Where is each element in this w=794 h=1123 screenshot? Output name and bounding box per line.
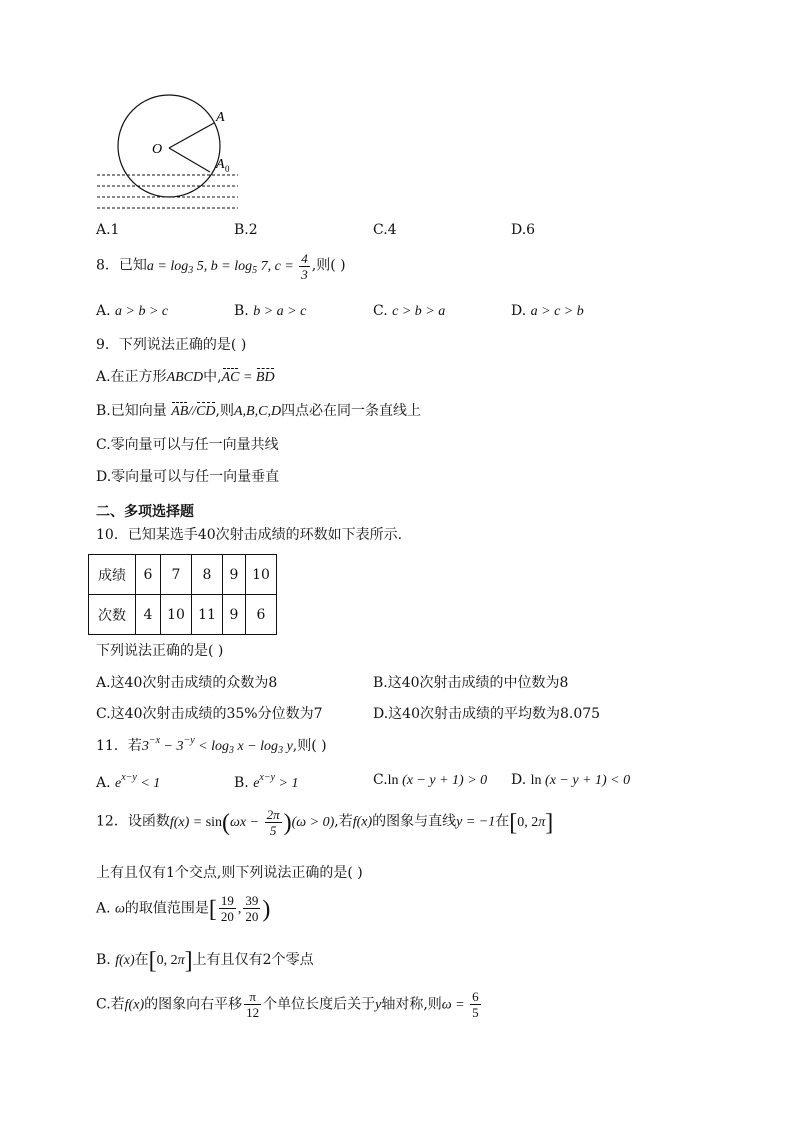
q10-option-a: A.这40次射击成绩的众数为8 [96,675,278,691]
table-cell: 次数 [89,595,136,635]
table-row [89,595,277,635]
q10-stem: 10．已知某选手40次射击成绩的环数如下表所示. [96,527,403,543]
radius-OA0 [169,148,210,172]
table-cell: 成绩 [89,555,136,595]
q12-line2: 上有且仅有1个交点,则下列说法正确的是( ) [96,865,363,881]
q12-option-c: C.若f(x)的图象向右平移 $\frac{\pi}{12}$ 个单位长度后关于y轴对称,则ω = $\frac{6}{5}$ [96,989,479,1020]
q9-option-a: A.在正方形ABCD中,AC = BD [96,369,275,385]
q7-option-c: C.4 [373,222,397,238]
table-cell: 8 [192,555,223,595]
label-A0-sub: 0 [225,164,230,174]
circle [118,95,220,197]
q9-option-b: B.已知向量 AB//CD,则A,B,C,D四点必在同一条直线上 [96,403,422,419]
table-cell: 6 [246,595,277,635]
table-cell: 9 [223,555,246,595]
q11-option-c: C.ln (x − y + 1) > 0 [373,772,488,788]
q8-tail: ,则( ) [311,257,346,274]
q9-option-d: D.零向量可以与任一向量垂直 [96,469,280,485]
q7-option-a: A.1 [96,222,120,238]
section-title: 二、多项选择题 [96,504,194,520]
q10-option-c: C.这40次射击成绩的35%分位数为7 [96,706,323,722]
table-cell: 11 [192,595,223,635]
table-cell: 9 [223,595,246,635]
q10-option-d: D.这40次射击成绩的平均数为8.075 [373,706,601,722]
q7-option-d: D.6 [511,222,536,238]
table-cell: 6 [136,555,161,595]
label-A0: A [216,157,225,172]
q11-stem: 11．若$3^{-x} - 3^{-y} < \log_3 x - \log_3 y$,则( ) [96,735,327,756]
q9-option-c: C.零向量可以与任一向量共线 [96,437,279,453]
radius-OA [169,123,214,148]
q11-option-b: B. $e^{x-y} > 1$ [234,772,299,791]
label-A: A [216,110,225,125]
label-O: O [152,142,163,157]
table-cell: 4 [136,595,161,635]
q8-option-d: D. a > c > b [511,303,584,319]
q8-stem [96,252,346,281]
q11-option-a: A. $e^{x-y} < 1$ [96,772,161,791]
q8-number: 8．已知 [96,257,147,274]
q8-option-a: A. a > b > c [96,303,169,319]
q12-option-b: B. f(x)在[0, 2π]上有且仅有2个零点 [96,948,314,974]
q10-option-b: B.这40次射击成绩的中位数为8 [373,675,569,691]
q12-option-a: A. ω的取值范围是[ $\frac{19}{20}$ , $\frac{39}{20}$ ) [96,893,271,924]
table-cell: 7 [161,555,192,595]
table-row [89,555,277,595]
circle-figure [92,92,252,220]
q12-stem: 12．设函数f(x) = sin(ωx − $\frac{2\pi}{5}$ )(ω > 0),若f(x)的图象与直线y = −1在[0, 2π] [96,807,554,838]
table-cell: 10 [246,555,277,595]
q9-stem: 9．下列说法正确的是( ) [96,337,247,353]
q10-after: 下列说法正确的是( ) [96,643,224,659]
q7-option-b: B.2 [234,222,258,238]
q8-option-c: C. c > b > a [373,303,446,319]
table-cell: 10 [161,595,192,635]
score-table [88,554,277,635]
q8-option-b: B. b > a > c [234,303,307,319]
q8-expr: $a = \log_3 5$, $b = \log_5 7$, c = $\frac{4}{3}$ [146,251,308,282]
q11-option-d: D. ln (x − y + 1) < 0 [511,772,631,788]
